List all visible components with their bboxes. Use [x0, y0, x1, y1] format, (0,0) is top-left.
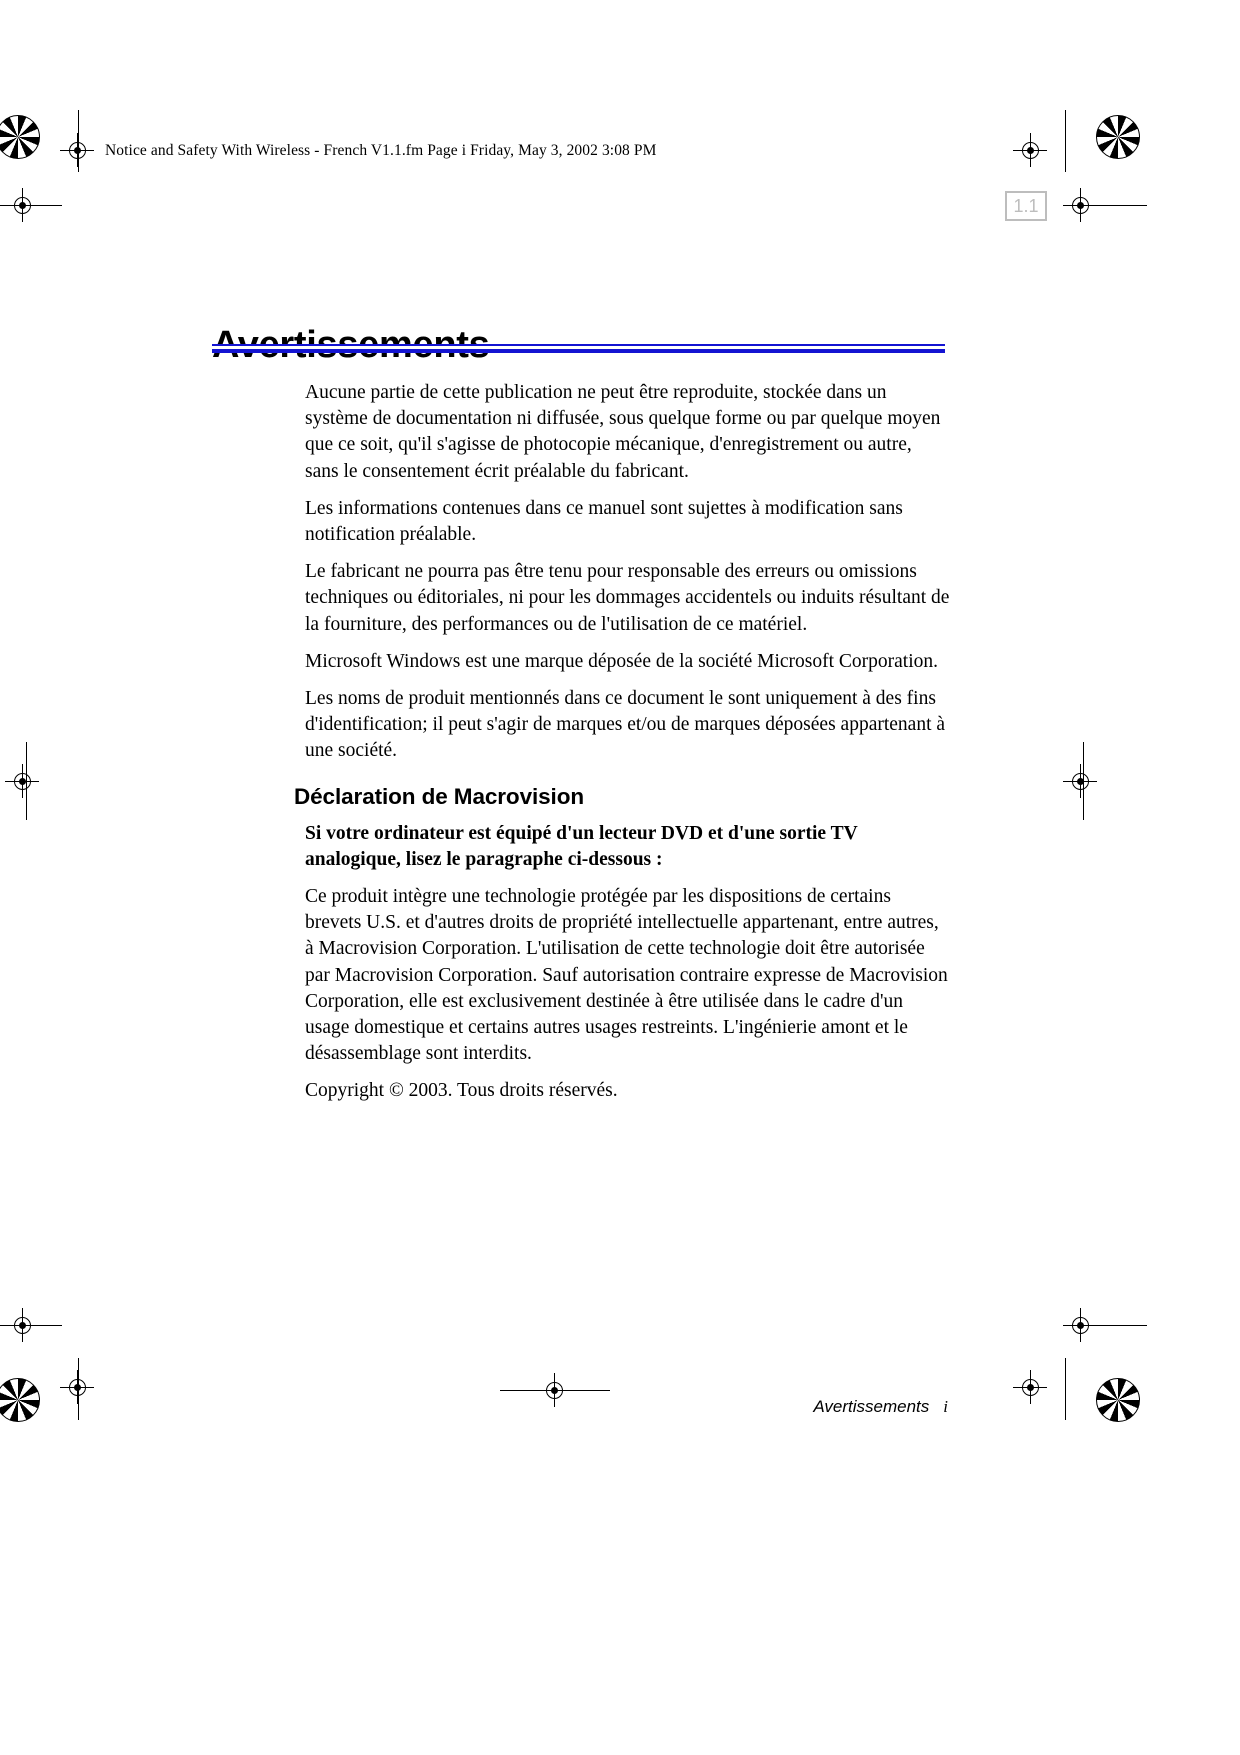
footer-page-number: i: [943, 1397, 948, 1416]
body-block: [294, 380, 950, 1116]
title-divider: [212, 344, 945, 353]
paragraph-copyright: Copyright © 2003. Tous droits réservés.: [305, 1080, 618, 1102]
crop-mark-vertical-right-top: [1065, 110, 1066, 172]
registration-target-top-left: [0, 115, 40, 159]
registration-cross-left-upper: [5, 188, 39, 222]
registration-cross-bottom-left: [5, 1308, 39, 1342]
registration-cross-right-upper: [1063, 188, 1097, 222]
version-badge: 1.1: [1005, 191, 1047, 221]
registration-cross-bottom-right: [1063, 1308, 1097, 1342]
registration-target-top-right: [1096, 115, 1140, 159]
registration-cross-bottom-right-2: [1013, 1370, 1047, 1404]
paragraph-microsoft-trademark: Microsoft Windows est une marque déposée de la société Microsoft Corporation.: [305, 650, 938, 672]
registration-cross-top-left: [60, 133, 94, 167]
paragraph-liability: Le fabricant ne pourra pas être tenu pour responsable des erreurs ou omissions techniques ou éditoriales, ni pour les dommages accidentels ou induits résultant de la fourniture, des performances ou de l'utilisation de ce matériel.: [305, 561, 950, 635]
document-header-stamp: Notice and Safety With Wireless - French V1.1.fm Page i Friday, May 3, 2002 3:08 PM: [105, 142, 657, 159]
registration-cross-top-right: [1013, 133, 1047, 167]
registration-cross-right-mid: [1063, 764, 1097, 798]
title-divider-rule-bottom: [212, 349, 945, 353]
page-footer: [0, 1397, 948, 1417]
paragraph-reproduction-rights: Aucune partie de cette publication ne peut être reproduite, stockée dans un système de documentation ni diffusée, sous quelque forme ou par quelque moyen que ce soit, qu'il s'agisse de photocopie mécanique, d'enregistrement ou autre, sans le consentement écrit préalable du fabricant.: [305, 382, 941, 482]
paragraph-macrovision-body: Ce produit intègre une technologie protégée par les dispositions de certains brevets U.S. et d'autres droits de propriété intellectuelle appartenant, entre autres, à Macrovision Corporation. L'utilisation de cette technologie doit être autorisée par Macrovision Corporation. Sauf autorisation contraire expresse de Macrovision Corporation, elle est exclusivement destinée à être utilisée dans le cadre d'un usage domestique et certains autres usages restreints. L'ingénierie amont et le désassemblage sont interdits.: [305, 886, 948, 1065]
section-heading-macrovision: Déclaration de Macrovision: [294, 783, 584, 809]
paragraph-macrovision-lead: Si votre ordinateur est équipé d'un lecteur DVD et d'une sortie TV analogique, lisez le paragraphe ci-dessous :: [305, 822, 858, 870]
paragraph-product-names: Les noms de produit mentionnés dans ce document le sont uniquement à des fins d'identification; il peut s'agir de marques et/ou de marques déposées appartenant à une société.: [305, 688, 946, 762]
paragraph-information-changes: Les informations contenues dans ce manuel sont sujettes à modification sans notification préalable.: [305, 497, 903, 546]
registration-cross-left-mid: [5, 764, 39, 798]
registration-target-bottom-right: [1096, 1378, 1140, 1422]
crop-mark-vertical-right-bottom: [1065, 1358, 1066, 1420]
footer-chapter-label: Avertissements: [813, 1397, 930, 1416]
